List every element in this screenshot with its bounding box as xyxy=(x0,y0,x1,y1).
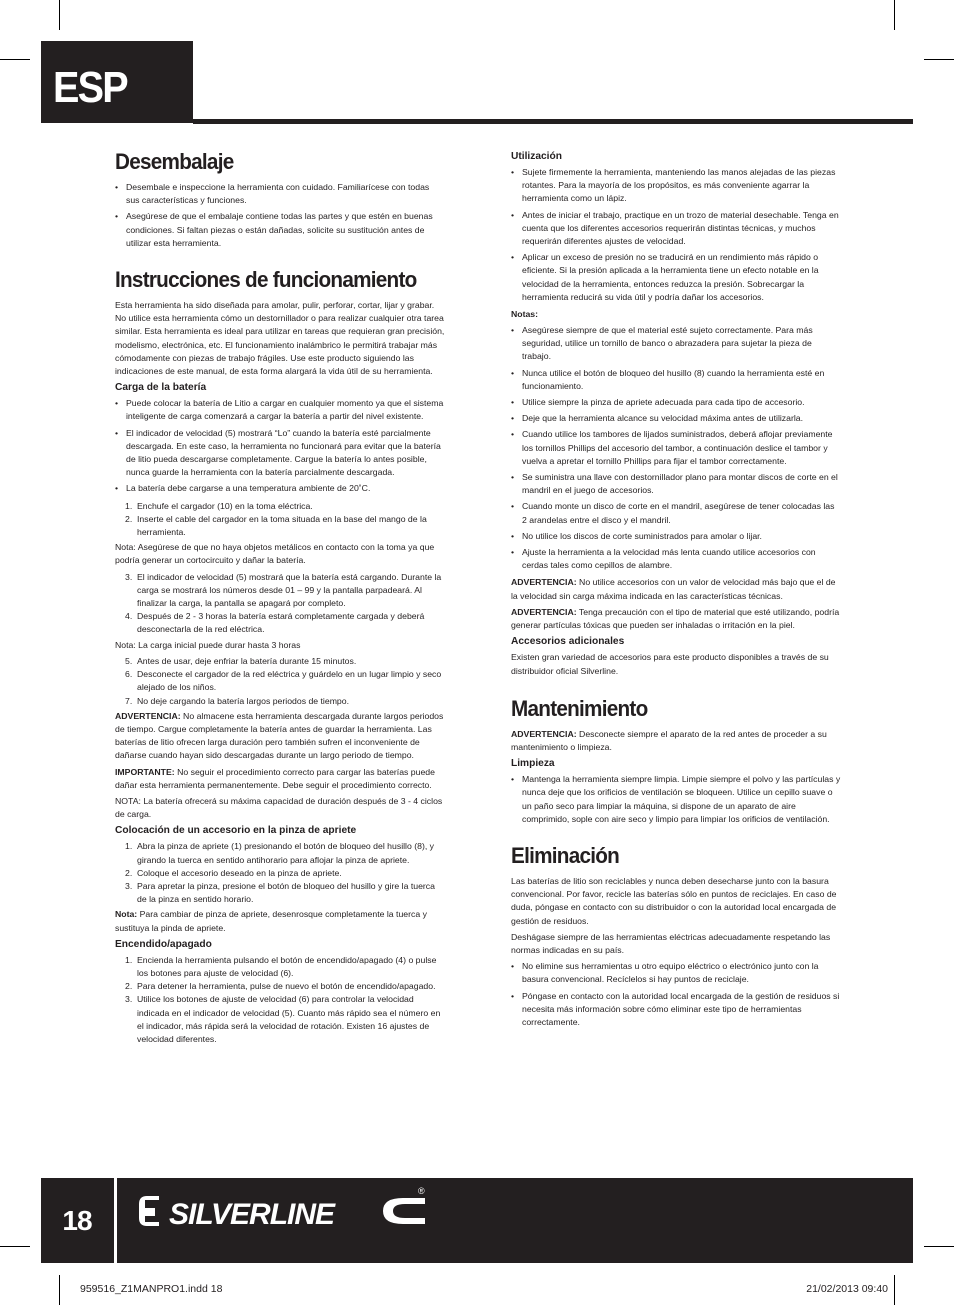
step-number: 2. xyxy=(125,981,133,992)
list-item xyxy=(115,954,445,980)
slug-file: 959516_Z1MANPRO1.indd 18 xyxy=(80,1283,223,1295)
crop-mark xyxy=(59,0,60,30)
disposal-text: Deshágase siempre de las herramientas eléctricas adecuadamente respetando las normas indicadas en su país. xyxy=(511,931,831,955)
step-text: Después de 2 - 3 horas la batería estará completamente cargada y deberá desconectarla de la red eléctrica. xyxy=(137,611,425,635)
step-text: Desconecte el cargador de la red eléctrica y guárdelo en un lugar limpio y seco alejado de los niños. xyxy=(137,669,442,693)
unpacking-list xyxy=(115,181,445,250)
list-item: • Antes de iniciar el trabajo, practique en un trozo de material desechable. Tenga en cuenta que los diferentes accesorios requerirán distintas técnicas, y muchos requerirán diferentes ajustes de velocidad. xyxy=(511,209,841,249)
list-item: • Se suministra una llave con destornillador plano para montar discos de corte en el mandril en el juego de accesorios. xyxy=(511,471,841,497)
list-item xyxy=(115,610,445,636)
list-item xyxy=(115,880,445,906)
crop-mark xyxy=(924,1246,954,1247)
subheading-accessories: Accesorios adicionales xyxy=(511,636,625,648)
list-item: • No utilice los discos de corte suministrados para amolar o lijar. xyxy=(511,530,841,543)
section-title-unpacking: Desembalaje xyxy=(115,149,234,174)
right-column xyxy=(511,148,841,1033)
disposal-text: Las baterías de litio son reciclables y nunca deben desecharse junto con la basura convencional. Por favor, recicle las baterías sólo en puntos de reciclajes. En caso de duda, póngase en contacto con su distribuidor o con la autoridad local encargada de gestión de residuos. xyxy=(511,875,837,926)
step-text: Enchufe el cargador (10) en la toma eléctrica. xyxy=(137,500,313,511)
list-item: • Cuando monte un disco de corte en el mandril, asegúrese de tener colocadas las 2 arandelas entre el disco y el mandril. xyxy=(511,500,841,526)
note xyxy=(115,908,445,934)
step-number: 2. xyxy=(125,867,133,878)
use-list xyxy=(511,166,841,304)
warning-paragraph xyxy=(115,710,445,763)
warning-label: ADVERTENCIA: xyxy=(511,577,577,588)
warning-text: No almacene esta herramienta descargada durante largos periodos de tiempo. Cargue completamente la batería antes de guardar la herramienta. Las baterías de litio ofrecen larga duración pero también sufren el inconveniente de dañarse cuando hayan sido descargadas durante un largo periodo de tiempo. xyxy=(115,710,444,761)
registered-mark: ® xyxy=(418,1186,425,1196)
silverline-logo xyxy=(133,1186,433,1236)
step-text: No deje cargando la batería largos periodos de tiempo. xyxy=(137,695,350,706)
list-item xyxy=(115,867,445,880)
warning-text: Desconecte siempre el aparato de la red antes de proceder a su mantenimiento o limpieza. xyxy=(511,728,827,752)
step-number: 2. xyxy=(125,513,133,524)
list-item: • Asegúrese siempre de que el material esté sujeto correctamente. Para más seguridad, utilice un tornillo de banco o abrazadera para sujetar la pieza de trabajo. xyxy=(511,324,841,364)
list-item xyxy=(115,513,445,539)
important-paragraph xyxy=(115,766,445,792)
warning-label: ADVERTENCIA: xyxy=(511,728,577,739)
list-item xyxy=(115,500,445,513)
list-item xyxy=(115,993,445,1046)
crop-mark xyxy=(924,59,954,60)
step-text: Utilice los botones de ajuste de velocidad (6) para controlar la velocidad indicada en el indicador de velocidad (5). Cuanto más rápido sea el número en el indicador, más rápida será la velocidad de rotación. Existen 16 ajustes de velocidad diferentes. xyxy=(137,994,441,1044)
step-number: 5. xyxy=(125,655,133,666)
charging-steps xyxy=(115,571,445,637)
list-item: • Ajuste la herramienta a la velocidad más lenta cuando utilice accesorios con cerdas tales como cepillos de alambre. xyxy=(511,546,841,572)
charging-list xyxy=(115,397,445,495)
footer-divider xyxy=(114,1178,117,1263)
accessories-text: Existen gran variedad de accesorios para este producto disponibles a través de su distribuidor oficial Silverline. xyxy=(511,652,829,676)
note: Nota: Asegúrese de que no haya objetos metálicos en contacto con la toma ya que podría generar un cortocircuito y dañar la batería. xyxy=(115,542,435,566)
charging-steps xyxy=(115,500,445,540)
notes-list xyxy=(511,324,841,572)
list-item: • Sujete firmemente la herramienta, manteniendo las manos alejadas de las piezas rotantes. Para la mayoría de los propósitos, es más conveniente agarrar la herramienta como un lápiz. xyxy=(511,166,841,206)
list-item: • Aplicar un exceso de presión no se traducirá en un rendimiento más rápido o eficiente. Si la presión aplicada a la herramienta tiene un efecto notable en la velocidad de la herramienta, entonces reduzca la presión. Sobrecargar la herramienta reducirá su vida útil y podría dañar los accesorios. xyxy=(511,251,841,304)
step-text: Inserte el cable del cargador en la toma situada en la base del mango de la herramienta. xyxy=(137,513,427,538)
left-column xyxy=(115,148,445,1048)
logo-text: SILVERLINE xyxy=(169,1198,335,1231)
charging-steps xyxy=(115,655,445,708)
collet-steps xyxy=(115,840,445,906)
step-text: El indicador de velocidad (5) mostrará que la batería está cargando. Durante la carga se mostrará los números desde 01 – 99 y la pantalla parpadeará. Al finalizar la carga, la pantalla se apagará por completo. xyxy=(137,571,442,609)
important-text: No seguir el procedimiento correcto para cargar las baterías puede dañar esta herramienta permanentemente. Debe seguir el procedimiento correcto. xyxy=(115,766,435,790)
note: NOTA: La batería ofrecerá su máxima capacidad de duración después de 3 - 4 ciclos de carga. xyxy=(115,795,443,820)
list-item: • Deje que la herramienta alcance su velocidad máxima antes de utilizarla. xyxy=(511,412,841,425)
crop-mark xyxy=(894,0,895,30)
list-item xyxy=(115,655,445,668)
list-item: • No elimine sus herramientas u otro equipo eléctrico o electrónico junto con la basura convencional. Recíclelos si hay puntos de reciclaje. xyxy=(511,960,841,986)
subheading-cleaning: Limpieza xyxy=(511,758,555,770)
step-number: 6. xyxy=(125,669,133,680)
list-item: • Desembale e inspeccione la herramienta con cuidado. Familiarícese con todas sus características y funciones. xyxy=(115,181,445,207)
subheading-use: Utilización xyxy=(511,151,562,162)
disposal-list xyxy=(511,960,841,1029)
operation-intro: Esta herramienta ha sido diseñada para amolar, pulir, perforar, cortar, lijar y grabar. No utilice esta herramienta cómo un destornillador o para realizar cualquier otra tarea similar. Esta herramienta es ideal para utilizar en tareas que requieran gran precisión, modelismo, electrónica, etc. El funcionamiento inalámbrico le permitirá trabajar más cómodamente con piezas de trabajo frágiles. Use este producto siguiendo las indicaciones de este manual, de esta forma alargará la vida útil de su herramienta. xyxy=(115,300,445,377)
list-item xyxy=(115,840,445,866)
section-title-maintenance: Mantenimiento xyxy=(511,695,648,721)
list-item: • Cuando utilice los tambores de lijados suministrados, deberá aflojar previamente los tornillos Phillips del accesorio del tambor, a continuación deslice el tambor y vuelva a apretar el tornillo Phillips para fijar el tambor correctamente. xyxy=(511,428,841,468)
section-title-disposal: Eliminación xyxy=(511,842,620,868)
language-code: ESP xyxy=(53,63,127,112)
subheading-on-off: Encendido/apagado xyxy=(115,938,212,950)
warning-paragraph xyxy=(511,728,841,754)
list-item: • Póngase en contacto con la autoridad local encargada de la gestión de residuos si necesita más información sobre cómo eliminar este tipo de herramientas correctamente. xyxy=(511,990,841,1030)
list-item xyxy=(115,571,445,611)
warning-paragraph xyxy=(511,606,841,632)
on-off-steps xyxy=(115,954,445,1046)
step-number: 4. xyxy=(125,611,133,622)
language-badge xyxy=(41,41,193,123)
step-text: Antes de usar, deje enfriar la batería durante 15 minutos. xyxy=(137,655,357,666)
crop-mark xyxy=(894,1275,895,1305)
step-text: Abra la pinza de apriete (1) presionando el botón de bloqueo del husillo (8), y girando la tuerca en sentido antihorario para aflojar la pinza de apriete. xyxy=(137,841,435,865)
crop-mark xyxy=(59,1275,60,1305)
list-item: • Asegúrese de que el embalaje contiene todas las partes y que estén en buenas condiciones. Si faltan piezas o están dañadas, solicite su sustitución antes de utilizar esta herramienta. xyxy=(115,210,445,250)
list-item: • Puede colocar la batería de Litio a cargar en cualquier momento ya que el sistema inteligente de carga comenzará a cargar la batería a partir del nivel existente. xyxy=(115,397,445,423)
list-item: • El indicador de velocidad (5) mostrará “Lo” cuando la batería esté parcialmente descargada. En este caso, la herramienta no funcionará para evitar que la batería de litio pueda descargarse completamente. Cargue la batería lo antes posible, nunca guarde la herramienta con la batería parcialmente descargada. xyxy=(115,427,445,480)
list-item: • Mantenga la herramienta siempre limpia. Limpie siempre el polvo y las partículas y nunca deje que los orificios de ventilación se bloqueen. Utilice un cepillo suave o un paño seco para limpiar la máquina, si dispone de un aparato de aire comprimido, sople con aire seco y limpio para limpiar los orificios de ventilación. xyxy=(511,773,841,826)
note: Nota: La carga inicial puede durar hasta 3 horas xyxy=(115,639,301,650)
section-title-operation: Instrucciones de funcionamiento xyxy=(115,267,417,293)
warning-label: ADVERTENCIA: xyxy=(511,606,577,617)
step-text: Coloque el accesorio deseado en la pinza de apriete. xyxy=(137,867,342,878)
step-number: 3. xyxy=(125,994,133,1005)
step-text: Para apretar la pinza, presione el botón de bloqueo del husillo y gire la tuerca de la pinza en sentido horario. xyxy=(137,880,435,905)
important-label: IMPORTANTE: xyxy=(115,766,175,777)
step-number: 3. xyxy=(125,880,133,891)
subheading-battery-charging: Carga de la batería xyxy=(115,382,207,394)
step-number: 1. xyxy=(125,841,133,852)
warning-text: No utilice accesorios con un valor de velocidad más bajo que el de la velocidad sin carga máxima indicada en las características técnicas. xyxy=(511,577,836,601)
crop-mark xyxy=(0,59,30,60)
warning-paragraph xyxy=(511,576,841,602)
step-number: 7. xyxy=(125,695,133,706)
step-text: Encienda la herramienta pulsando el botón de encendido/apagado (4) o pulse los botones para ajuste de velocidad (6). xyxy=(137,954,437,978)
slug-date: 21/02/2013 09:40 xyxy=(806,1283,888,1295)
list-item: • Nunca utilice el botón de bloqueo del husillo (8) cuando la herramienta esté en funcionamiento. xyxy=(511,367,841,393)
note-label: Nota: xyxy=(115,909,138,920)
subheading-collet: Colocación de un accesorio en la pinza de apriete xyxy=(115,825,357,837)
list-item xyxy=(115,695,445,708)
subheading-notes: Notas: xyxy=(511,309,539,320)
warning-label: ADVERTENCIA: xyxy=(115,710,181,721)
step-number: 1. xyxy=(125,500,133,511)
list-item: • Utilice siempre la pinza de apriete adecuada para cada tipo de accesorio. xyxy=(511,396,841,409)
list-item xyxy=(115,980,445,993)
step-text: Para detener la herramienta, pulse de nuevo el botón de encendido/apagado. xyxy=(137,981,436,992)
page-number: 18 xyxy=(62,1204,92,1236)
note-text: Para cambiar de pinza de apriete, desenrosque completamente la tuerca y sustituya la pinda de apriete. xyxy=(115,909,427,933)
crop-mark xyxy=(0,1246,30,1247)
header-rule xyxy=(193,119,913,124)
list-item xyxy=(115,668,445,694)
cleaning-list xyxy=(511,773,841,826)
list-item: • La batería debe cargarse a una temperatura ambiente de 20˚C. xyxy=(115,482,445,495)
step-number: 1. xyxy=(125,954,133,965)
warning-text: Tenga precaución con el tipo de material que esté utilizando, podría generar partículas tóxicas que pueden ser inhaladas o irritación en la piel. xyxy=(511,606,840,631)
step-number: 3. xyxy=(125,571,133,582)
